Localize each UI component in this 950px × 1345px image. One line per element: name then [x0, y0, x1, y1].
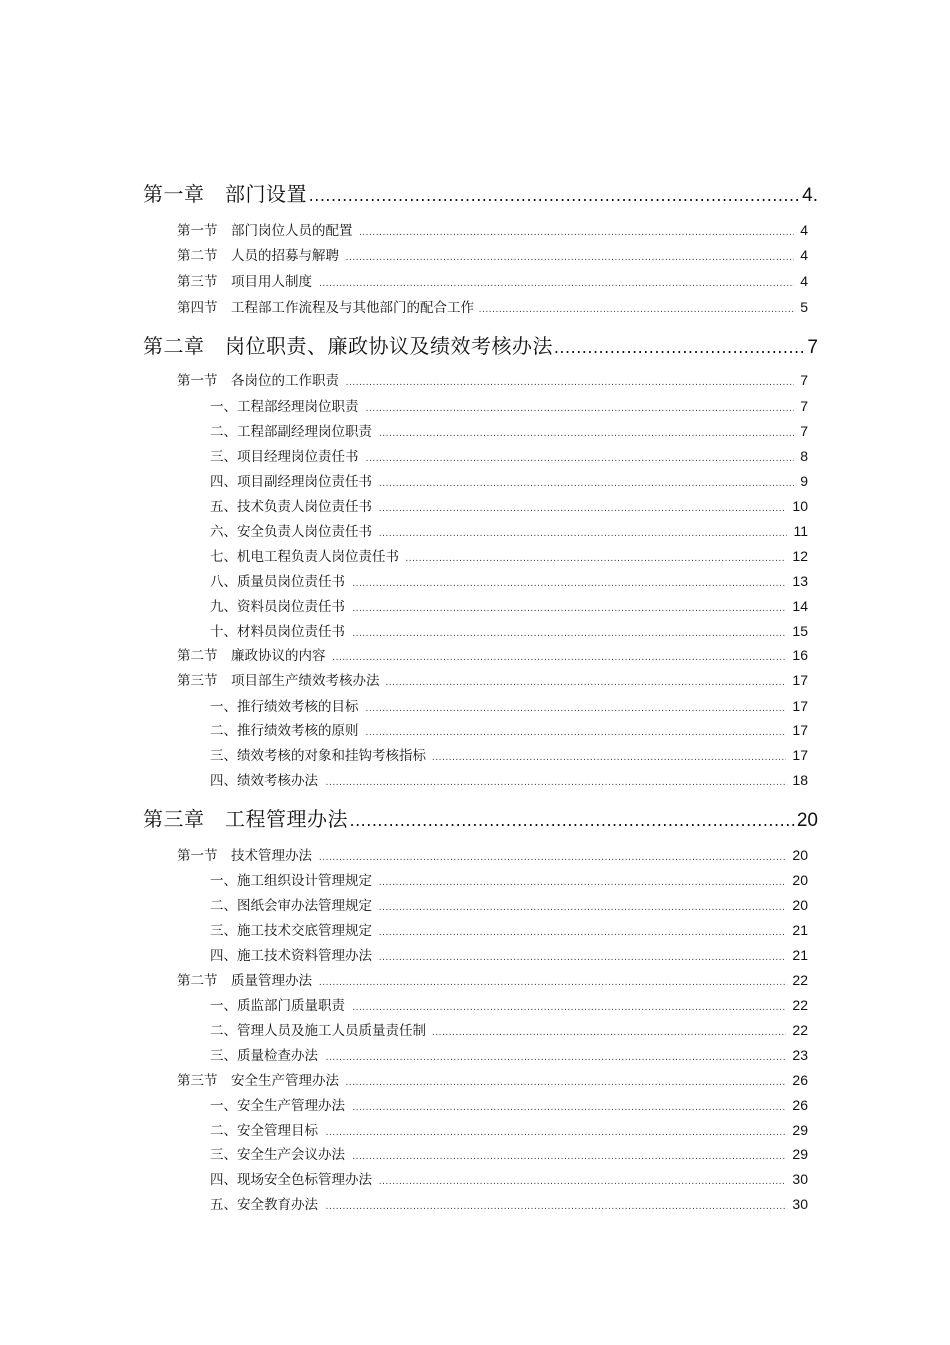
toc-entry-title: 五、技术负责人岗位责任书 [210, 499, 372, 515]
toc-dot-leader [432, 1028, 787, 1038]
toc-page-number: 11 [793, 523, 808, 539]
toc-dot-leader [326, 1128, 787, 1138]
toc-entry-item[interactable] [210, 1168, 808, 1188]
toc-entry-title: 四、绩效考核办法 [210, 773, 318, 789]
toc-entry-title: 三、质量检查办法 [210, 1048, 318, 1064]
toc-page-number: 17 [792, 722, 808, 738]
toc-dot-leader [379, 504, 787, 514]
toc-entry-item[interactable] [210, 1119, 808, 1139]
toc-dot-leader [326, 778, 787, 788]
toc-entry-title: 第二章 岗位职责、廉政协议及绩效考核办法 [143, 334, 553, 358]
toc-dot-leader [366, 454, 795, 464]
toc-dot-leader [319, 279, 794, 289]
toc-dot-leader [349, 811, 795, 830]
toc-entry-item[interactable] [210, 445, 808, 465]
toc-entry-title: 八、质量员岗位责任书 [210, 574, 345, 590]
toc-entry-title: 二、推行绩效考核的原则 [210, 723, 359, 739]
toc-page-number: 26 [792, 1072, 808, 1088]
toc-entry-title: 第四节 工程部工作流程及与其他部门的配合工作 [177, 300, 474, 316]
toc-dot-leader [352, 1003, 786, 1013]
toc-entry-title: 一、安全生产管理办法 [210, 1098, 345, 1114]
toc-entry-chapter[interactable] [143, 178, 818, 208]
toc-entry-chapter[interactable] [143, 330, 818, 360]
toc-dot-leader [432, 753, 787, 763]
toc-entry-item[interactable] [210, 769, 808, 789]
toc-dot-leader [352, 604, 786, 614]
toc-entry-title: 三、安全生产会议办法 [210, 1147, 345, 1163]
toc-dot-leader [379, 479, 794, 489]
toc-entry-section[interactable] [177, 244, 808, 264]
toc-entry-item[interactable] [210, 944, 808, 964]
toc-entry-title: 五、安全教育办法 [210, 1197, 318, 1213]
toc-entry-section[interactable] [177, 369, 808, 389]
toc-entry-title: 第一节 部门岗位人员的配置 [177, 223, 353, 239]
toc-entry-title: 一、推行绩效考核的目标 [210, 699, 359, 715]
toc-dot-leader [352, 1152, 786, 1162]
toc-entry-title: 第二节 人员的招募与解聘 [177, 248, 339, 264]
toc-entry-section[interactable] [177, 969, 808, 989]
toc-page-number: 7 [800, 372, 808, 388]
toc-entry-title: 二、安全管理目标 [210, 1123, 318, 1139]
toc-entry-section[interactable] [177, 270, 808, 290]
toc-dot-leader [379, 529, 788, 539]
toc-page-number: 17 [792, 698, 808, 714]
toc-page-number: 20 [796, 810, 818, 831]
toc-dot-leader [326, 1202, 787, 1212]
toc-page-number: 15 [792, 623, 808, 639]
toc-entry-item[interactable] [210, 1143, 808, 1163]
toc-page-number: 13 [792, 573, 808, 589]
toc-page-number: 4. [802, 185, 818, 206]
toc-dot-leader [554, 338, 807, 357]
toc-entry-title: 十、材料员岗位责任书 [210, 624, 345, 640]
toc-dot-leader [479, 305, 795, 315]
toc-dot-leader [352, 629, 786, 639]
toc-page-number: 8 [800, 448, 808, 464]
toc-dot-leader [405, 554, 786, 564]
toc-page-number: 16 [792, 647, 808, 663]
toc-entry-section[interactable] [177, 644, 808, 664]
toc-entry-title: 四、项目副经理岗位责任书 [210, 474, 372, 490]
toc-dot-leader [319, 978, 787, 988]
toc-page-number: 18 [792, 772, 808, 788]
toc-entry-title: 第二节 质量管理办法 [177, 973, 312, 989]
toc-page-number: 14 [792, 598, 808, 614]
toc-entry-title: 第三节 项目部生产绩效考核办法 [177, 673, 380, 689]
toc-entry-item[interactable] [210, 869, 808, 889]
toc-entry-title: 二、工程部副经理岗位职责 [210, 424, 372, 440]
toc-dot-leader [326, 1053, 787, 1063]
toc-page-number: 22 [792, 1022, 808, 1038]
toc-entry-title: 三、绩效考核的对象和挂钩考核指标 [210, 748, 426, 764]
toc-page-number: 12 [792, 548, 808, 564]
toc-page-number: 4 [800, 273, 808, 289]
toc-entry-title: 一、质监部门质量职责 [210, 998, 345, 1014]
toc-page-number: 22 [792, 972, 808, 988]
toc-entry-title: 三、施工技术交底管理规定 [210, 923, 372, 939]
toc-entry-title: 六、安全负责人岗位责任书 [210, 524, 372, 540]
toc-entry-item[interactable] [210, 994, 808, 1014]
toc-page-number: 17 [792, 747, 808, 763]
toc-page-number: 21 [792, 922, 808, 938]
toc-entry-section[interactable] [177, 219, 808, 239]
toc-entry-title: 第三章 工程管理办法 [143, 807, 348, 831]
toc-page-number: 4 [800, 222, 808, 238]
toc-page-number: 26 [792, 1097, 808, 1113]
toc-dot-leader [366, 404, 795, 414]
toc-page-number: 22 [792, 997, 808, 1013]
toc-entry-title: 四、施工技术资料管理办法 [210, 948, 372, 964]
toc-page-number: 7 [807, 337, 818, 358]
toc-entry-item[interactable] [210, 420, 808, 440]
toc-dot-leader [379, 903, 787, 913]
toc-page-number: 29 [792, 1122, 808, 1138]
toc-dot-leader [379, 928, 787, 938]
toc-entry-title: 七、机电工程负责人岗位责任书 [210, 549, 399, 565]
toc-entry-title: 第一节 技术管理办法 [177, 848, 312, 864]
toc-entry-title: 一、施工组织设计管理规定 [210, 873, 372, 889]
toc-entry-title: 第一节 各岗位的工作职责 [177, 373, 339, 389]
toc-page-number: 29 [792, 1146, 808, 1162]
toc-entry-item[interactable] [210, 620, 808, 640]
toc-entry-item[interactable] [210, 919, 808, 939]
toc-entry-title: 第三节 项目用人制度 [177, 274, 312, 290]
toc-dot-leader [379, 953, 787, 963]
toc-entry-section[interactable] [177, 296, 808, 316]
toc-page-number: 23 [792, 1047, 808, 1063]
toc-entry-item[interactable] [210, 1193, 808, 1213]
toc-page-number: 20 [792, 872, 808, 888]
toc-entry-item[interactable] [210, 1094, 808, 1114]
toc-entry-item[interactable] [210, 545, 808, 565]
toc-entry-item[interactable] [210, 1019, 808, 1039]
toc-entry-section[interactable] [177, 844, 808, 864]
toc-dot-leader [379, 878, 787, 888]
toc-dot-leader [352, 579, 786, 589]
toc-entry-item[interactable] [210, 695, 808, 715]
toc-dot-leader [352, 1103, 786, 1113]
toc-entry-item[interactable] [210, 894, 808, 914]
toc-dot-leader [366, 728, 787, 738]
toc-dot-leader [319, 853, 787, 863]
toc-entry-section[interactable] [177, 669, 808, 689]
toc-page-number: 30 [792, 1196, 808, 1212]
toc-entry-title: 第三节 安全生产管理办法 [177, 1073, 339, 1089]
toc-dot-leader [346, 378, 795, 388]
toc-page-number: 21 [792, 947, 808, 963]
toc-page-number: 7 [800, 398, 808, 414]
toc-page-number: 5 [800, 299, 808, 315]
toc-dot-leader [379, 429, 794, 439]
toc-entry-item[interactable] [210, 1044, 808, 1064]
toc-dot-leader [346, 1078, 787, 1088]
toc-page-number: 7 [800, 423, 808, 439]
toc-page-number: 9 [800, 473, 808, 489]
toc-page-number: 17 [792, 672, 808, 688]
toc-page-number: 4 [800, 247, 808, 263]
toc-entry-title: 第二节 廉政协议的内容 [177, 648, 326, 664]
toc-page-number: 10 [792, 498, 808, 514]
toc-entry-item[interactable] [210, 520, 808, 540]
toc-dot-leader [309, 186, 802, 205]
toc-entry-title: 九、资料员岗位责任书 [210, 599, 345, 615]
toc-dot-leader [366, 704, 787, 714]
toc-page-number: 20 [792, 897, 808, 913]
toc-entry-item[interactable] [210, 395, 808, 415]
toc-page-number: 30 [792, 1171, 808, 1187]
toc-dot-leader [385, 678, 786, 688]
toc-entry-title: 第一章 部门设置 [143, 182, 307, 206]
toc-entry-item[interactable] [210, 570, 808, 590]
toc-entry-item[interactable] [210, 595, 808, 615]
toc-page-number: 20 [792, 847, 808, 863]
toc-entry-title: 二、图纸会审办法管理规定 [210, 898, 372, 914]
toc-entry-section[interactable] [177, 1069, 808, 1089]
toc-entry-chapter[interactable] [143, 803, 818, 833]
toc-entry-item[interactable] [210, 744, 808, 764]
toc-entry-item[interactable] [210, 495, 808, 515]
toc-entry-title: 三、项目经理岗位责任书 [210, 449, 359, 465]
toc-dot-leader [379, 1177, 787, 1187]
toc-dot-leader [346, 253, 795, 263]
toc-entry-item[interactable] [210, 719, 808, 739]
toc-entry-title: 一、工程部经理岗位职责 [210, 399, 359, 415]
toc-dot-leader [359, 228, 794, 238]
toc-dot-leader [332, 653, 786, 663]
toc-entry-item[interactable] [210, 470, 808, 490]
toc-entry-title: 四、现场安全色标管理办法 [210, 1172, 372, 1188]
toc-entry-title: 二、管理人员及施工人员质量责任制 [210, 1023, 426, 1039]
